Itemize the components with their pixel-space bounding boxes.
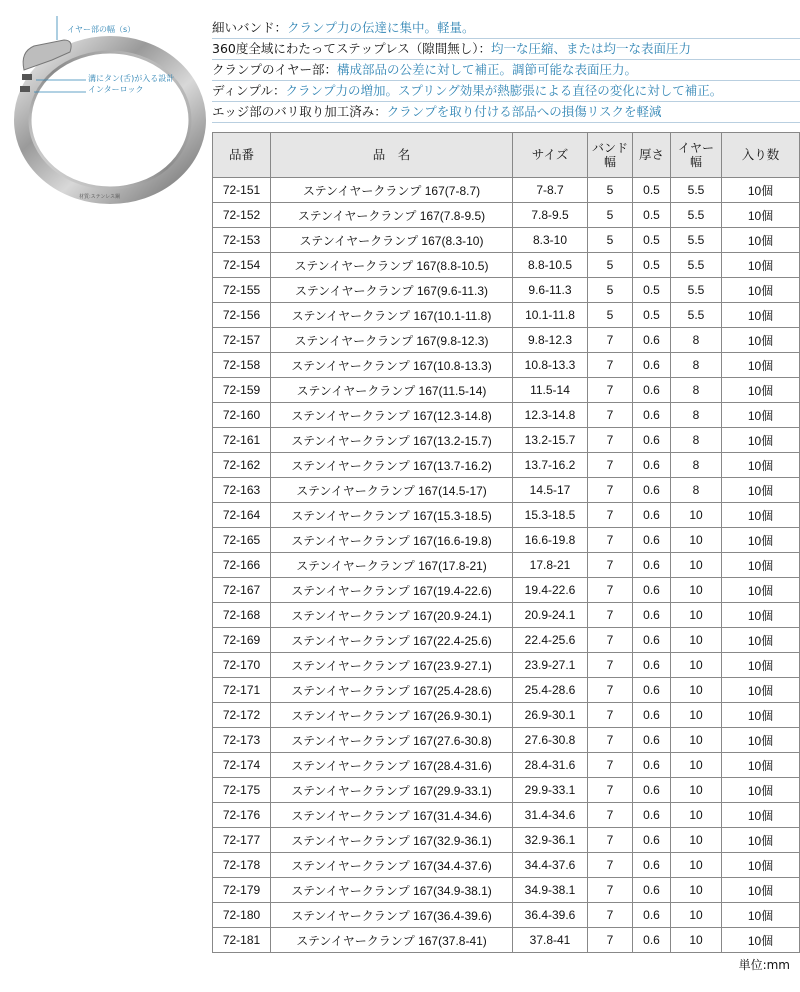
cell-name: ステンイヤークランプ 167(13.2-15.7): [271, 428, 513, 453]
cell-code: 72-167: [213, 578, 271, 603]
cell-thickness: 0.6: [633, 778, 671, 803]
cell-size: 9.6-11.3: [513, 278, 588, 303]
table-row: [213, 328, 800, 353]
feature-separator: ：: [374, 104, 387, 119]
cell-size: 34.4-37.6: [513, 853, 588, 878]
header-ear-width: [671, 133, 722, 178]
cell-quantity: 10個: [722, 603, 800, 628]
cell-size: 36.4-39.6: [513, 903, 588, 928]
cell-ear-width: 8: [671, 453, 722, 478]
spec-table-body: [213, 178, 800, 953]
cell-name: ステンイヤークランプ 167(26.9-30.1): [271, 703, 513, 728]
cell-name: ステンイヤークランプ 167(36.4-39.6): [271, 903, 513, 928]
cell-code: 72-163: [213, 478, 271, 503]
cell-code: 72-153: [213, 228, 271, 253]
cell-code: 72-170: [213, 653, 271, 678]
cell-ear-width: 10: [671, 503, 722, 528]
cell-thickness: 0.6: [633, 553, 671, 578]
table-row: [213, 678, 800, 703]
cell-code: 72-181: [213, 928, 271, 953]
cell-size: 20.9-24.1: [513, 603, 588, 628]
cell-band-width: 5: [588, 278, 633, 303]
unit-note: 単位:mm: [738, 958, 790, 972]
cell-ear-width: 5.5: [671, 203, 722, 228]
cell-quantity: 10個: [722, 553, 800, 578]
feature-description: クランプを取り付ける部品への損傷リスクを軽減: [386, 104, 662, 119]
header-name: 品 名: [271, 133, 513, 178]
table-row: [213, 178, 800, 203]
cell-code: 72-177: [213, 828, 271, 853]
cell-size: 13.7-16.2: [513, 453, 588, 478]
header-ear-line2: 幅: [689, 155, 702, 169]
cell-band-width: 7: [588, 328, 633, 353]
table-row: [213, 803, 800, 828]
cell-size: 27.6-30.8: [513, 728, 588, 753]
table-row: [213, 703, 800, 728]
header-thickness: 厚さ: [633, 133, 671, 178]
table-row: [213, 453, 800, 478]
feature-description: 構成部品の公差に対して補正。調節可能な表面圧力。: [337, 62, 638, 77]
table-row: [213, 353, 800, 378]
cell-name: ステンイヤークランプ 167(28.4-31.6): [271, 753, 513, 778]
table-row: [213, 728, 800, 753]
cell-ear-width: 8: [671, 353, 722, 378]
feature-key: エッジ部のバリ取り加工済み: [212, 104, 375, 119]
cell-size: 29.9-33.1: [513, 778, 588, 803]
table-row: [213, 478, 800, 503]
cell-thickness: 0.6: [633, 728, 671, 753]
cell-thickness: 0.6: [633, 378, 671, 403]
cell-quantity: 10個: [722, 753, 800, 778]
cell-code: 72-155: [213, 278, 271, 303]
cell-band-width: 7: [588, 578, 633, 603]
cell-ear-width: 5.5: [671, 253, 722, 278]
cell-ear-width: 10: [671, 703, 722, 728]
cell-size: 37.8-41: [513, 928, 588, 953]
cell-ear-width: 5.5: [671, 178, 722, 203]
cell-name: ステンイヤークランプ 167(16.6-19.8): [271, 528, 513, 553]
cell-ear-width: 10: [671, 678, 722, 703]
table-row: [213, 653, 800, 678]
feature-item: [212, 18, 800, 39]
cell-band-width: 7: [588, 928, 633, 953]
cell-thickness: 0.5: [633, 278, 671, 303]
feature-item: [212, 39, 800, 60]
cell-size: 10.8-13.3: [513, 353, 588, 378]
table-row: [213, 628, 800, 653]
cell-code: 72-159: [213, 378, 271, 403]
cell-code: 72-152: [213, 203, 271, 228]
cell-name: ステンイヤークランプ 167(23.9-27.1): [271, 653, 513, 678]
cell-size: 23.9-27.1: [513, 653, 588, 678]
cell-code: 72-168: [213, 603, 271, 628]
cell-code: 72-176: [213, 803, 271, 828]
cell-quantity: 10個: [722, 203, 800, 228]
table-row: [213, 853, 800, 878]
cell-name: ステンイヤークランプ 167(17.8-21): [271, 553, 513, 578]
table-row: [213, 403, 800, 428]
cell-quantity: 10個: [722, 403, 800, 428]
cell-thickness: 0.6: [633, 628, 671, 653]
cell-thickness: 0.6: [633, 453, 671, 478]
cell-ear-width: 10: [671, 528, 722, 553]
table-row: [213, 278, 800, 303]
cell-band-width: 7: [588, 478, 633, 503]
table-row: [213, 428, 800, 453]
cell-quantity: 10個: [722, 428, 800, 453]
cell-code: 72-154: [213, 253, 271, 278]
cell-name: ステンイヤークランプ 167(13.7-16.2): [271, 453, 513, 478]
cell-name: ステンイヤークランプ 167(31.4-34.6): [271, 803, 513, 828]
ear-width-callout: イヤー部の幅（s）: [67, 25, 136, 34]
cell-code: 72-165: [213, 528, 271, 553]
table-row: [213, 528, 800, 553]
cell-quantity: 10個: [722, 278, 800, 303]
cell-quantity: 10個: [722, 503, 800, 528]
cell-quantity: 10個: [722, 878, 800, 903]
table-row: [213, 228, 800, 253]
cell-size: 9.8-12.3: [513, 328, 588, 353]
feature-separator: ：: [273, 83, 286, 98]
cell-size: 8.3-10: [513, 228, 588, 253]
cell-band-width: 7: [588, 353, 633, 378]
header-band-line1: バンド: [591, 141, 628, 155]
feature-description: クランプ力の増加。スプリング効果が熱膨張による直径の変化に対して補正。: [285, 83, 723, 98]
cell-size: 32.9-36.1: [513, 828, 588, 853]
table-row: [213, 878, 800, 903]
cell-quantity: 10個: [722, 653, 800, 678]
cell-ear-width: 8: [671, 403, 722, 428]
cell-thickness: 0.6: [633, 353, 671, 378]
table-row: [213, 753, 800, 778]
cell-thickness: 0.6: [633, 853, 671, 878]
cell-quantity: 10個: [722, 178, 800, 203]
cell-name: ステンイヤークランプ 167(19.4-22.6): [271, 578, 513, 603]
cell-thickness: 0.6: [633, 828, 671, 853]
cell-band-width: 7: [588, 628, 633, 653]
cell-band-width: 7: [588, 878, 633, 903]
cell-band-width: 7: [588, 678, 633, 703]
cell-name: ステンイヤークランプ 167(9.8-12.3): [271, 328, 513, 353]
cell-size: 19.4-22.6: [513, 578, 588, 603]
cell-quantity: 10個: [722, 253, 800, 278]
cell-code: 72-166: [213, 553, 271, 578]
cell-ear-width: 8: [671, 328, 722, 353]
header-size: サイズ: [513, 133, 588, 178]
cell-thickness: 0.5: [633, 178, 671, 203]
cell-band-width: 5: [588, 178, 633, 203]
cell-name: ステンイヤークランプ 167(34.9-38.1): [271, 878, 513, 903]
table-row: [213, 503, 800, 528]
table-row: [213, 778, 800, 803]
cell-code: 72-160: [213, 403, 271, 428]
cell-size: 10.1-11.8: [513, 303, 588, 328]
cell-size: 7.8-9.5: [513, 203, 588, 228]
cell-name: ステンイヤークランプ 167(25.4-28.6): [271, 678, 513, 703]
cell-ear-width: 10: [671, 803, 722, 828]
cell-quantity: 10個: [722, 578, 800, 603]
cell-ear-width: 10: [671, 628, 722, 653]
cell-quantity: 10個: [722, 353, 800, 378]
table-row: [213, 603, 800, 628]
cell-size: 26.9-30.1: [513, 703, 588, 728]
header-code: 品番: [213, 133, 271, 178]
cell-band-width: 7: [588, 803, 633, 828]
feature-item: [212, 81, 800, 102]
cell-name: ステンイヤークランプ 167(11.5-14): [271, 378, 513, 403]
feature-key: 細いバンド: [212, 20, 275, 35]
cell-code: 72-174: [213, 753, 271, 778]
cell-quantity: 10個: [722, 228, 800, 253]
cell-quantity: 10個: [722, 478, 800, 503]
cell-name: ステンイヤークランプ 167(8.3-10): [271, 228, 513, 253]
header-ear-line1: イヤー: [677, 141, 714, 155]
table-row: [213, 928, 800, 953]
table-row: [213, 303, 800, 328]
cell-quantity: 10個: [722, 853, 800, 878]
cell-name: ステンイヤークランプ 167(10.8-13.3): [271, 353, 513, 378]
cell-band-width: 7: [588, 453, 633, 478]
cell-name: ステンイヤークランプ 167(14.5-17): [271, 478, 513, 503]
cell-code: 72-158: [213, 353, 271, 378]
feature-item: [212, 102, 800, 123]
cell-ear-width: 10: [671, 653, 722, 678]
cell-band-width: 7: [588, 903, 633, 928]
table-row: [213, 553, 800, 578]
interlock-callout: インターロック: [88, 85, 144, 94]
cell-quantity: 10個: [722, 678, 800, 703]
cell-thickness: 0.6: [633, 528, 671, 553]
cell-band-width: 7: [588, 778, 633, 803]
cell-name: ステンイヤークランプ 167(29.9-33.1): [271, 778, 513, 803]
cell-name: ステンイヤークランプ 167(7-8.7): [271, 178, 513, 203]
cell-band-width: 7: [588, 653, 633, 678]
cell-size: 34.9-38.1: [513, 878, 588, 903]
cell-size: 28.4-31.6: [513, 753, 588, 778]
cell-size: 17.8-21: [513, 553, 588, 578]
cell-size: 31.4-34.6: [513, 803, 588, 828]
feature-key: 360度全域にわたってステップレス（隙間無し）: [212, 41, 479, 56]
cell-code: 72-156: [213, 303, 271, 328]
material-caption: 材質:ステンレス鋼: [79, 194, 121, 200]
cell-ear-width: 5.5: [671, 303, 722, 328]
cell-ear-width: 8: [671, 428, 722, 453]
cell-band-width: 7: [588, 703, 633, 728]
cell-code: 72-172: [213, 703, 271, 728]
cell-thickness: 0.6: [633, 503, 671, 528]
table-header-row: [213, 133, 800, 178]
cell-quantity: 10個: [722, 728, 800, 753]
cell-band-width: 7: [588, 828, 633, 853]
cell-band-width: 7: [588, 528, 633, 553]
cell-code: 72-175: [213, 778, 271, 803]
cell-code: 72-180: [213, 903, 271, 928]
cell-size: 16.6-19.8: [513, 528, 588, 553]
feature-separator: ：: [274, 20, 288, 35]
cell-band-width: 7: [588, 503, 633, 528]
cell-thickness: 0.6: [633, 678, 671, 703]
cell-ear-width: 8: [671, 478, 722, 503]
cell-code: 72-169: [213, 628, 271, 653]
cell-band-width: 7: [588, 753, 633, 778]
cell-band-width: 7: [588, 553, 633, 578]
table-row: [213, 203, 800, 228]
cell-name: ステンイヤークランプ 167(15.3-18.5): [271, 503, 513, 528]
cell-size: 22.4-25.6: [513, 628, 588, 653]
cell-band-width: 7: [588, 728, 633, 753]
table-row: [213, 378, 800, 403]
cell-thickness: 0.5: [633, 203, 671, 228]
cell-thickness: 0.5: [633, 253, 671, 278]
cell-ear-width: 10: [671, 728, 722, 753]
feature-list: [212, 18, 800, 123]
cell-name: ステンイヤークランプ 167(37.8-41): [271, 928, 513, 953]
feature-description: 均一な圧縮、または均一な表面圧力: [491, 41, 692, 56]
cell-ear-width: 10: [671, 553, 722, 578]
cell-size: 14.5-17: [513, 478, 588, 503]
cell-thickness: 0.6: [633, 428, 671, 453]
cell-thickness: 0.6: [633, 478, 671, 503]
cell-ear-width: 10: [671, 828, 722, 853]
cell-quantity: 10個: [722, 628, 800, 653]
cell-ear-width: 10: [671, 903, 722, 928]
cell-band-width: 5: [588, 303, 633, 328]
tongue-groove-callout: 溝にタン(舌)が入る設計: [88, 74, 175, 83]
cell-ear-width: 8: [671, 378, 722, 403]
cell-quantity: 10個: [722, 303, 800, 328]
feature-separator: ：: [324, 62, 338, 77]
cell-size: 11.5-14: [513, 378, 588, 403]
spec-table: [212, 132, 800, 953]
cell-thickness: 0.5: [633, 303, 671, 328]
cell-name: ステンイヤークランプ 167(20.9-24.1): [271, 603, 513, 628]
feature-key: クランプのイヤー部: [212, 62, 325, 77]
table-row: [213, 578, 800, 603]
header-quantity: 入り数: [722, 133, 800, 178]
cell-thickness: 0.6: [633, 328, 671, 353]
cell-code: 72-162: [213, 453, 271, 478]
cell-size: 15.3-18.5: [513, 503, 588, 528]
cell-code: 72-171: [213, 678, 271, 703]
cell-band-width: 5: [588, 228, 633, 253]
cell-size: 13.2-15.7: [513, 428, 588, 453]
header-band-line2: 幅: [603, 155, 616, 169]
cell-thickness: 0.6: [633, 878, 671, 903]
cell-band-width: 7: [588, 403, 633, 428]
cell-thickness: 0.6: [633, 403, 671, 428]
table-row: [213, 903, 800, 928]
cell-name: ステンイヤークランプ 167(7.8-9.5): [271, 203, 513, 228]
cell-code: 72-178: [213, 853, 271, 878]
cell-thickness: 0.6: [633, 803, 671, 828]
cell-quantity: 10個: [722, 528, 800, 553]
cell-code: 72-151: [213, 178, 271, 203]
cell-size: 8.8-10.5: [513, 253, 588, 278]
cell-thickness: 0.6: [633, 578, 671, 603]
cell-quantity: 10個: [722, 803, 800, 828]
cell-quantity: 10個: [722, 928, 800, 953]
cell-name: ステンイヤークランプ 167(12.3-14.8): [271, 403, 513, 428]
cell-ear-width: 10: [671, 578, 722, 603]
cell-size: 25.4-28.6: [513, 678, 588, 703]
cell-thickness: 0.6: [633, 703, 671, 728]
cell-ear-width: 10: [671, 853, 722, 878]
cell-thickness: 0.5: [633, 228, 671, 253]
table-row: [213, 828, 800, 853]
cell-name: ステンイヤークランプ 167(8.8-10.5): [271, 253, 513, 278]
feature-item: [212, 60, 800, 81]
cell-name: ステンイヤークランプ 167(10.1-11.8): [271, 303, 513, 328]
cell-code: 72-173: [213, 728, 271, 753]
cell-ear-width: 10: [671, 778, 722, 803]
cell-quantity: 10個: [722, 828, 800, 853]
cell-thickness: 0.6: [633, 603, 671, 628]
cell-ear-width: 10: [671, 753, 722, 778]
cell-quantity: 10個: [722, 378, 800, 403]
cell-size: 12.3-14.8: [513, 403, 588, 428]
cell-name: ステンイヤークランプ 167(27.6-30.8): [271, 728, 513, 753]
product-image-area: [0, 0, 210, 215]
cell-name: ステンイヤークランプ 167(22.4-25.6): [271, 628, 513, 653]
cell-name: ステンイヤークランプ 167(9.6-11.3): [271, 278, 513, 303]
cell-band-width: 5: [588, 253, 633, 278]
cell-quantity: 10個: [722, 778, 800, 803]
cell-code: 72-157: [213, 328, 271, 353]
cell-band-width: 7: [588, 428, 633, 453]
cell-code: 72-179: [213, 878, 271, 903]
feature-description: クランプ力の伝達に集中。軽量。: [287, 20, 475, 35]
cell-size: 7-8.7: [513, 178, 588, 203]
cell-band-width: 7: [588, 603, 633, 628]
cell-code: 72-164: [213, 503, 271, 528]
cell-name: ステンイヤークランプ 167(32.9-36.1): [271, 828, 513, 853]
cell-ear-width: 10: [671, 603, 722, 628]
cell-band-width: 5: [588, 203, 633, 228]
cell-band-width: 7: [588, 853, 633, 878]
cell-band-width: 7: [588, 378, 633, 403]
cell-quantity: 10個: [722, 453, 800, 478]
cell-thickness: 0.6: [633, 753, 671, 778]
cell-ear-width: 10: [671, 928, 722, 953]
header-band-width: [588, 133, 633, 178]
cell-code: 72-161: [213, 428, 271, 453]
table-row: [213, 253, 800, 278]
cell-name: ステンイヤークランプ 167(34.4-37.6): [271, 853, 513, 878]
feature-separator: ：: [478, 41, 492, 56]
cell-quantity: 10個: [722, 328, 800, 353]
cell-ear-width: 5.5: [671, 278, 722, 303]
cell-quantity: 10個: [722, 703, 800, 728]
cell-ear-width: 5.5: [671, 228, 722, 253]
cell-ear-width: 10: [671, 878, 722, 903]
feature-key: ディンプル: [212, 83, 274, 98]
cell-quantity: 10個: [722, 903, 800, 928]
cell-thickness: 0.6: [633, 903, 671, 928]
cell-thickness: 0.6: [633, 928, 671, 953]
cell-thickness: 0.6: [633, 653, 671, 678]
